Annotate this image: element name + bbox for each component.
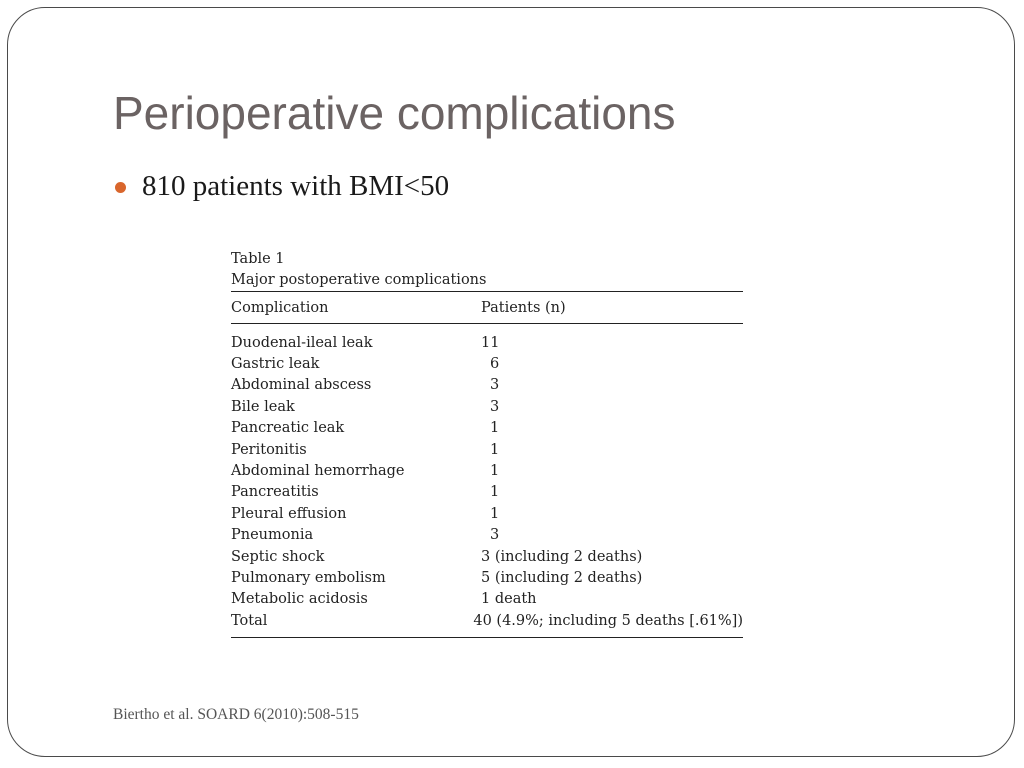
cell-complication: Abdominal hemorrhage — [231, 463, 405, 480]
cell-complication: Septic shock — [231, 548, 325, 565]
cell-patients: 11 — [481, 334, 500, 351]
table-caption: Major postoperative complications — [231, 272, 487, 288]
cell-patients: 1 — [490, 441, 500, 458]
table-row — [231, 460, 743, 481]
cell-complication: Bile leak — [231, 398, 295, 415]
cell-patients: 3 (including 2 deaths) — [481, 548, 643, 565]
cell-patients: 1 death — [481, 591, 537, 608]
cell-complication: Duodenal-ileal leak — [231, 334, 373, 351]
table-row — [231, 418, 743, 439]
header-complication: Complication — [231, 299, 329, 316]
cell-complication: Metabolic acidosis — [231, 591, 368, 608]
table-row — [231, 482, 743, 503]
table-row — [231, 353, 743, 374]
cell-complication: Pleural effusion — [231, 505, 347, 522]
bullet-item — [115, 170, 449, 203]
cell-complication: Gastric leak — [231, 356, 320, 373]
citation: Biertho et al. SOARD 6(2010):508-515 — [113, 706, 359, 723]
cell-complication: Pancreatitis — [231, 484, 319, 501]
cell-patients: 40 (4.9%; including 5 deaths [.61%]) — [473, 612, 743, 629]
cell-patients: 1 — [490, 484, 500, 501]
table-body — [231, 324, 743, 637]
table-row — [231, 589, 743, 610]
cell-patients: 1 — [490, 463, 500, 480]
cell-patients: 3 — [490, 398, 500, 415]
cell-complication: Pancreatic leak — [231, 420, 345, 437]
slide-title: Perioperative complications — [113, 87, 676, 139]
bullet-text: 810 patients with BMI<50 — [142, 170, 450, 202]
table-row — [231, 525, 743, 546]
table-row — [231, 375, 743, 396]
table-row — [231, 439, 743, 460]
cell-complication: Abdominal abscess — [231, 377, 372, 394]
table-row — [231, 610, 743, 631]
table-row — [231, 396, 743, 417]
bullet-dot-icon — [115, 182, 126, 193]
table-row — [231, 332, 743, 353]
table-header — [231, 292, 743, 323]
cell-complication: Pulmonary embolism — [231, 569, 386, 586]
cell-complication: Total — [231, 612, 268, 629]
cell-patients: 6 — [490, 356, 500, 373]
cell-complication: Peritonitis — [231, 441, 307, 458]
cell-complication: Pneumonia — [231, 527, 314, 544]
table-row — [231, 567, 743, 588]
cell-patients: 1 — [490, 505, 500, 522]
cell-patients: 5 (including 2 deaths) — [481, 569, 643, 586]
table-bottom-rule — [231, 637, 743, 638]
table-label: Table 1 — [231, 251, 285, 267]
table-row — [231, 546, 743, 567]
table-row — [231, 503, 743, 524]
header-patients: Patients (n) — [481, 299, 566, 316]
cell-patients: 3 — [490, 527, 500, 544]
cell-patients: 3 — [490, 377, 500, 394]
complications-table — [231, 249, 743, 638]
cell-patients: 1 — [490, 420, 500, 437]
